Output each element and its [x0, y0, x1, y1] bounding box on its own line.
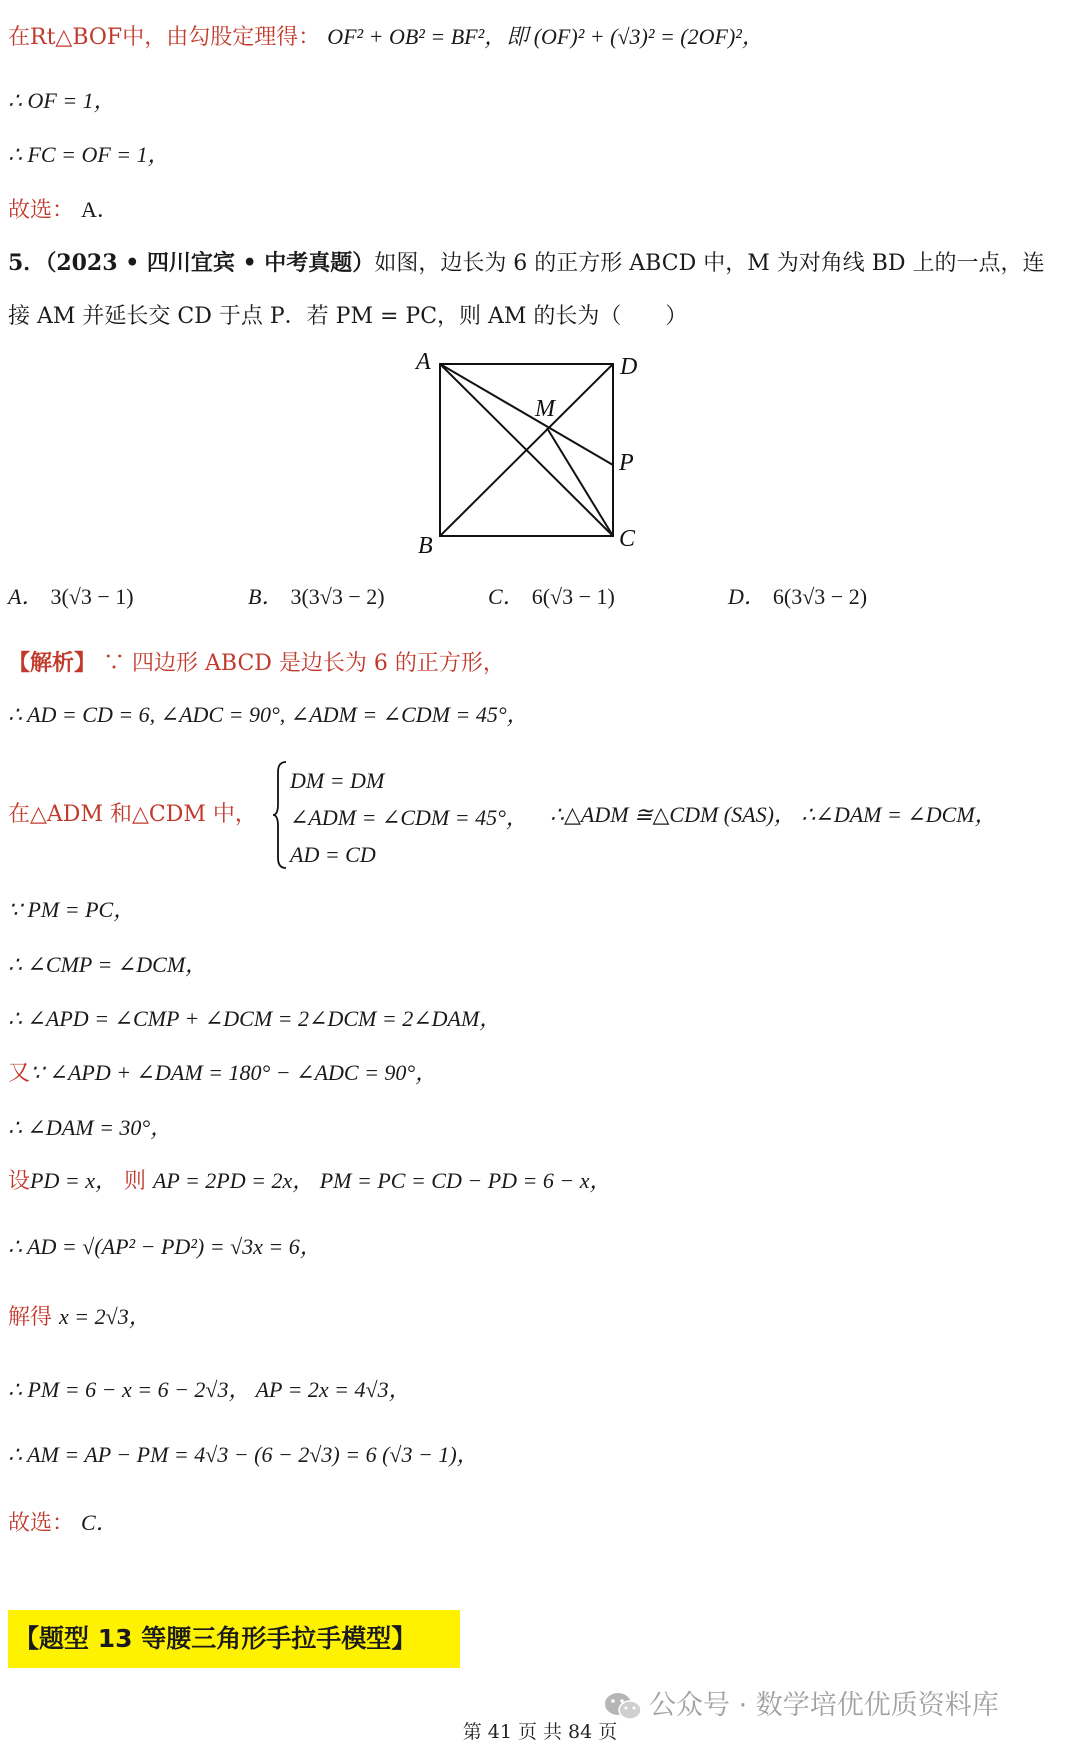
option-a-expr: 3(√3 − 1): [50, 584, 134, 609]
solution-step-8-mid: 则: [123, 1169, 146, 1194]
watermark: [603, 1688, 999, 1724]
square-figure: [400, 350, 660, 555]
solution-step-12: ∴ AM = AP − PM = 4√3 − (6 − 2√3) = 6 (√3 − 1)，: [8, 1442, 479, 1467]
solution-step-7: ∴ ∠DAM = 30°，: [8, 1115, 173, 1140]
problem-number: 5．: [8, 250, 46, 276]
solution-step-2-prefix: [8, 800, 257, 830]
solution-step-4: ∴ ∠CMP = ∠DCM，: [8, 952, 208, 977]
prev-solution-line-3: ∴ FC = OF = 1，: [8, 142, 170, 167]
solution-step-3: ∵ PM = PC，: [8, 897, 136, 922]
option-c-letter: C．: [488, 584, 525, 609]
solution-intro-line: [8, 648, 505, 679]
option-d[interactable]: [728, 582, 867, 613]
solution-step-8-prefix: 设: [8, 1169, 31, 1194]
problem-line-1: [8, 248, 1045, 279]
brace-conditions: [290, 762, 528, 873]
prev-solution-line-1: [8, 22, 764, 53]
answer-value: A．: [81, 197, 119, 222]
option-b-expr: 3(3√3 − 2): [290, 584, 385, 609]
page-footer: 第 41 页 共 84 页: [462, 1721, 618, 1743]
brace-condition-1: DM = DM: [290, 768, 385, 793]
prev-solution-text: 在Rt△BOF中，由勾股定理得：: [8, 25, 321, 50]
option-b-letter: B．: [248, 584, 284, 609]
solution-step-6-prefix: 又: [8, 1061, 31, 1086]
option-c-expr: 6(√3 − 1): [531, 584, 615, 609]
solution-step-8-a: PD = x，: [30, 1168, 117, 1193]
solution-tag: 【解析】: [8, 650, 97, 676]
answer-label: 故选：: [8, 198, 75, 223]
solution-step-6-text: ∵ ∠APD + ∠DAM = 180° − ∠ADC = 90°，: [30, 1060, 438, 1085]
section-heading: 【题型 13 等腰三角形手拉手模型】: [8, 1610, 460, 1668]
solution-step-6: [8, 1058, 437, 1089]
left-brace: [272, 760, 288, 870]
label-c: C: [619, 526, 636, 552]
solution-answer-line: [8, 1508, 118, 1539]
solution-step-10-text: x = 2√3，: [59, 1304, 151, 1329]
prev-solution-line-2: ∴ OF = 1，: [8, 88, 116, 113]
watermark-text: 公众号 · 数学培优优质资料库: [649, 1690, 999, 1721]
label-b: B: [418, 533, 433, 555]
solution-step-10: [8, 1302, 151, 1333]
solution-answer-value: C．: [81, 1510, 118, 1535]
solution-step-10-prefix: 解得: [8, 1305, 53, 1330]
option-b[interactable]: [248, 582, 385, 613]
option-c[interactable]: [488, 582, 615, 613]
wechat-icon: [603, 1690, 643, 1724]
option-a-letter: A．: [8, 584, 44, 609]
brace-condition-2: ∠ADM = ∠CDM = 45°，: [290, 805, 528, 830]
solution-step-8: [8, 1166, 612, 1197]
option-d-letter: D．: [728, 584, 766, 609]
label-m: M: [535, 396, 555, 422]
option-a[interactable]: [8, 582, 134, 613]
problem-source: （2023 • 四川宜宾 • 中考真题）: [45, 250, 375, 276]
solution-intro: ∵ 四边形 ABCD 是边长为 6 的正方形，: [103, 651, 505, 676]
solution-step-2-label: 在△ADM 和△CDM 中，: [8, 802, 257, 827]
solution-step-8-b: AP = 2PD = 2x， PM = PC = CD − PD = 6 − x，: [152, 1168, 612, 1193]
label-p: P: [619, 450, 634, 476]
solution-step-2-conclusion: ∴△ADM ≅△CDM (SAS)， ∴∠DAM = ∠DCM，: [550, 802, 997, 827]
prev-solution-equation: OF² + OB² = BF²，即 (OF)² + (√3)² = (2OF)²，: [327, 24, 764, 49]
solution-step-1: ∴ AD = CD = 6, ∠ADC = 90°, ∠ADM = ∠CDM = 45°，: [8, 702, 529, 727]
option-d-expr: 6(3√3 − 2): [772, 584, 868, 609]
solution-step-9: ∴ AD = √(AP² − PD²) = √3x = 6，: [8, 1234, 322, 1259]
prev-answer-line: [8, 195, 119, 226]
solution-answer-label: 故选：: [8, 1511, 75, 1536]
problem-text-1: 如图，边长为 6 的正方形 ABCD 中，M 为对角线 BD 上的一点，连: [374, 251, 1045, 276]
solution-step-11: ∴ PM = 6 − x = 6 − 2√3， AP = 2x = 4√3，: [8, 1377, 411, 1402]
solution-step-5: ∴ ∠APD = ∠CMP + ∠DCM = 2∠DCM = 2∠DAM，: [8, 1006, 502, 1031]
label-a: A: [416, 350, 431, 375]
problem-line-2: 接 AM 并延长交 CD 于点 P．若 PM = PC，则 AM 的长为（ ）: [8, 304, 688, 329]
label-d: D: [620, 354, 638, 380]
brace-condition-3: AD = CD: [290, 842, 376, 867]
segment-mc: [547, 428, 613, 536]
